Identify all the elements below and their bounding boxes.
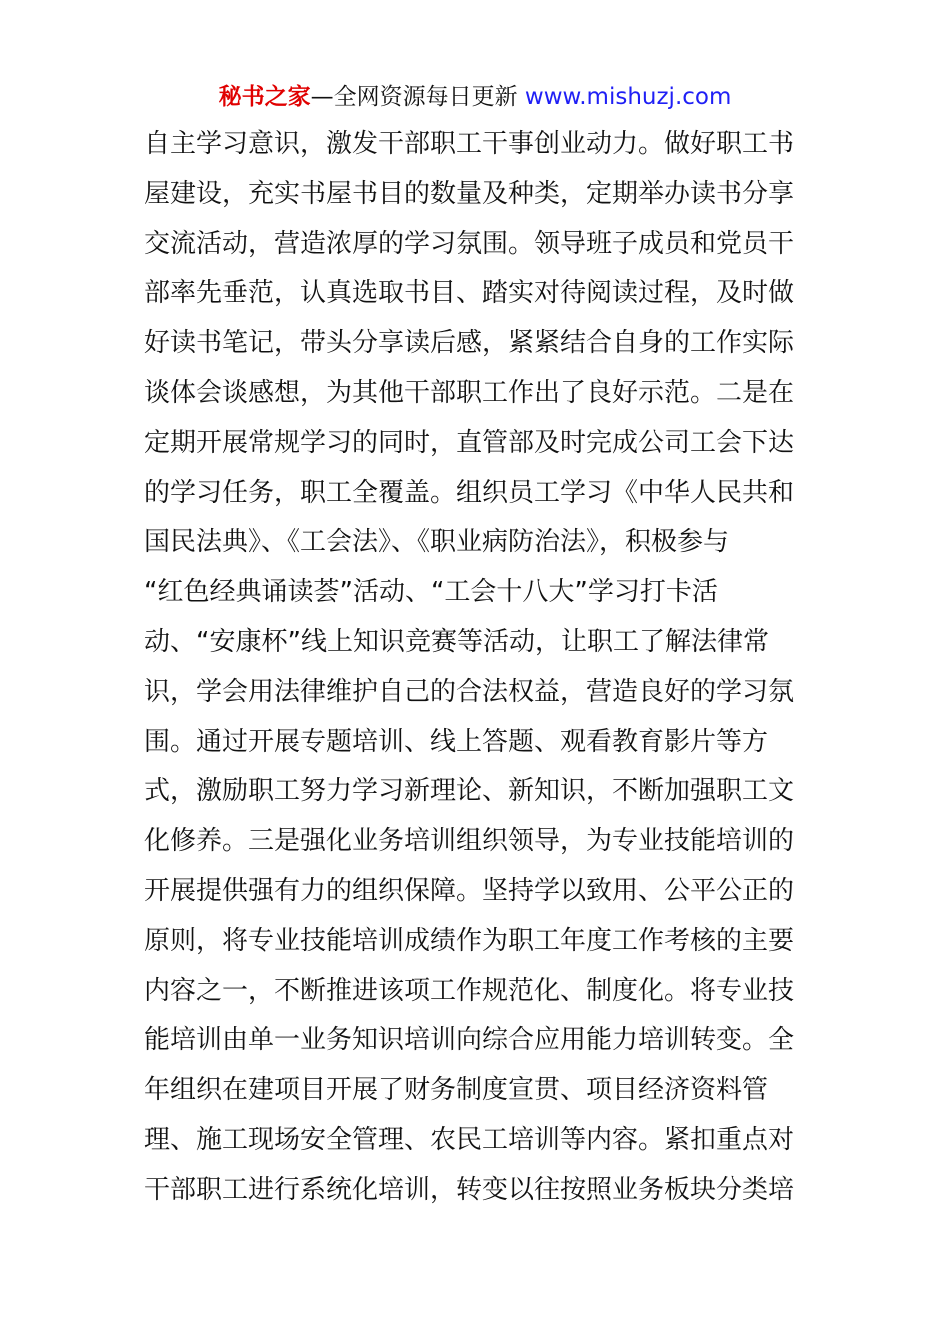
text-line: 围。通过开展专题培训、线上答题、观看教育影片等方 [144,726,769,757]
text-line: 化修养。三是强化业务培训组织领导，为专业技能培训的 [144,826,795,857]
text-line: 谈体会谈感想，为其他干部职工作出了良好示范。二是在 [144,377,795,408]
text-line: 屋建设，充实书屋书目的数量及种类，定期举办读书分享 [144,178,795,209]
text-line: 识，学会用法律维护自己的合法权益，营造良好的学习氛 [144,676,795,707]
header-tagline: —全网资源每日更新 [310,84,518,110]
website-link[interactable]: www.mishuzj.com [524,84,732,110]
text-line: 能培训由单一业务知识培训向综合应用能力培训转变。全 [144,1025,795,1056]
text-line: 原则，将专业技能培训成绩作为职工年度工作考核的主要 [144,925,795,956]
text-line: 动、“安康杯”线上知识竞赛等活动，让职工了解法律常 [144,626,769,657]
text-line: 的学习任务，职工全覆盖。组织员工学习《中华人民共和 [144,477,795,508]
text-line: 内容之一，不断推进该项工作规范化、制度化。将专业技 [144,975,795,1006]
text-line: 开展提供强有力的组织保障。坚持学以致用、公平公正的 [144,875,795,906]
text-line: 式，激励职工努力学习新理论、新知识，不断加强职工文 [144,776,795,807]
text-line: 自主学习意识，激发干部职工干事创业动力。做好职工书 [144,129,795,159]
text-line: 理、施工现场安全管理、农民工培训等内容。紧扣重点对 [144,1124,795,1155]
text-line: 好读书笔记，带头分享读后感，紧紧结合自身的工作实际 [144,328,795,359]
text-line: 年组织在建项目开展了财务制度宣贯、项目经济资料管 [144,1075,769,1106]
text-line: 部率先垂范，认真选取书目、踏实对待阅读过程，及时做 [144,278,795,309]
body-text [144,120,808,1216]
text-line: 干部职工进行系统化培训，转变以往按照业务板块分类培 [144,1174,795,1205]
text-line: 国民法典》、《工会法》、《职业病防治法》，积极参与 [144,527,730,558]
brand-name: 秘书之家 [218,84,311,110]
page-header [0,80,950,114]
text-line: “红色经典诵读荟”活动、“工会十八大”学习打卡活 [144,577,718,608]
text-line: 定期开展常规学习的同时，直管部及时完成公司工会下达 [144,427,795,458]
text-line: 交流活动，营造浓厚的学习氛围。领导班子成员和党员干 [144,228,795,259]
